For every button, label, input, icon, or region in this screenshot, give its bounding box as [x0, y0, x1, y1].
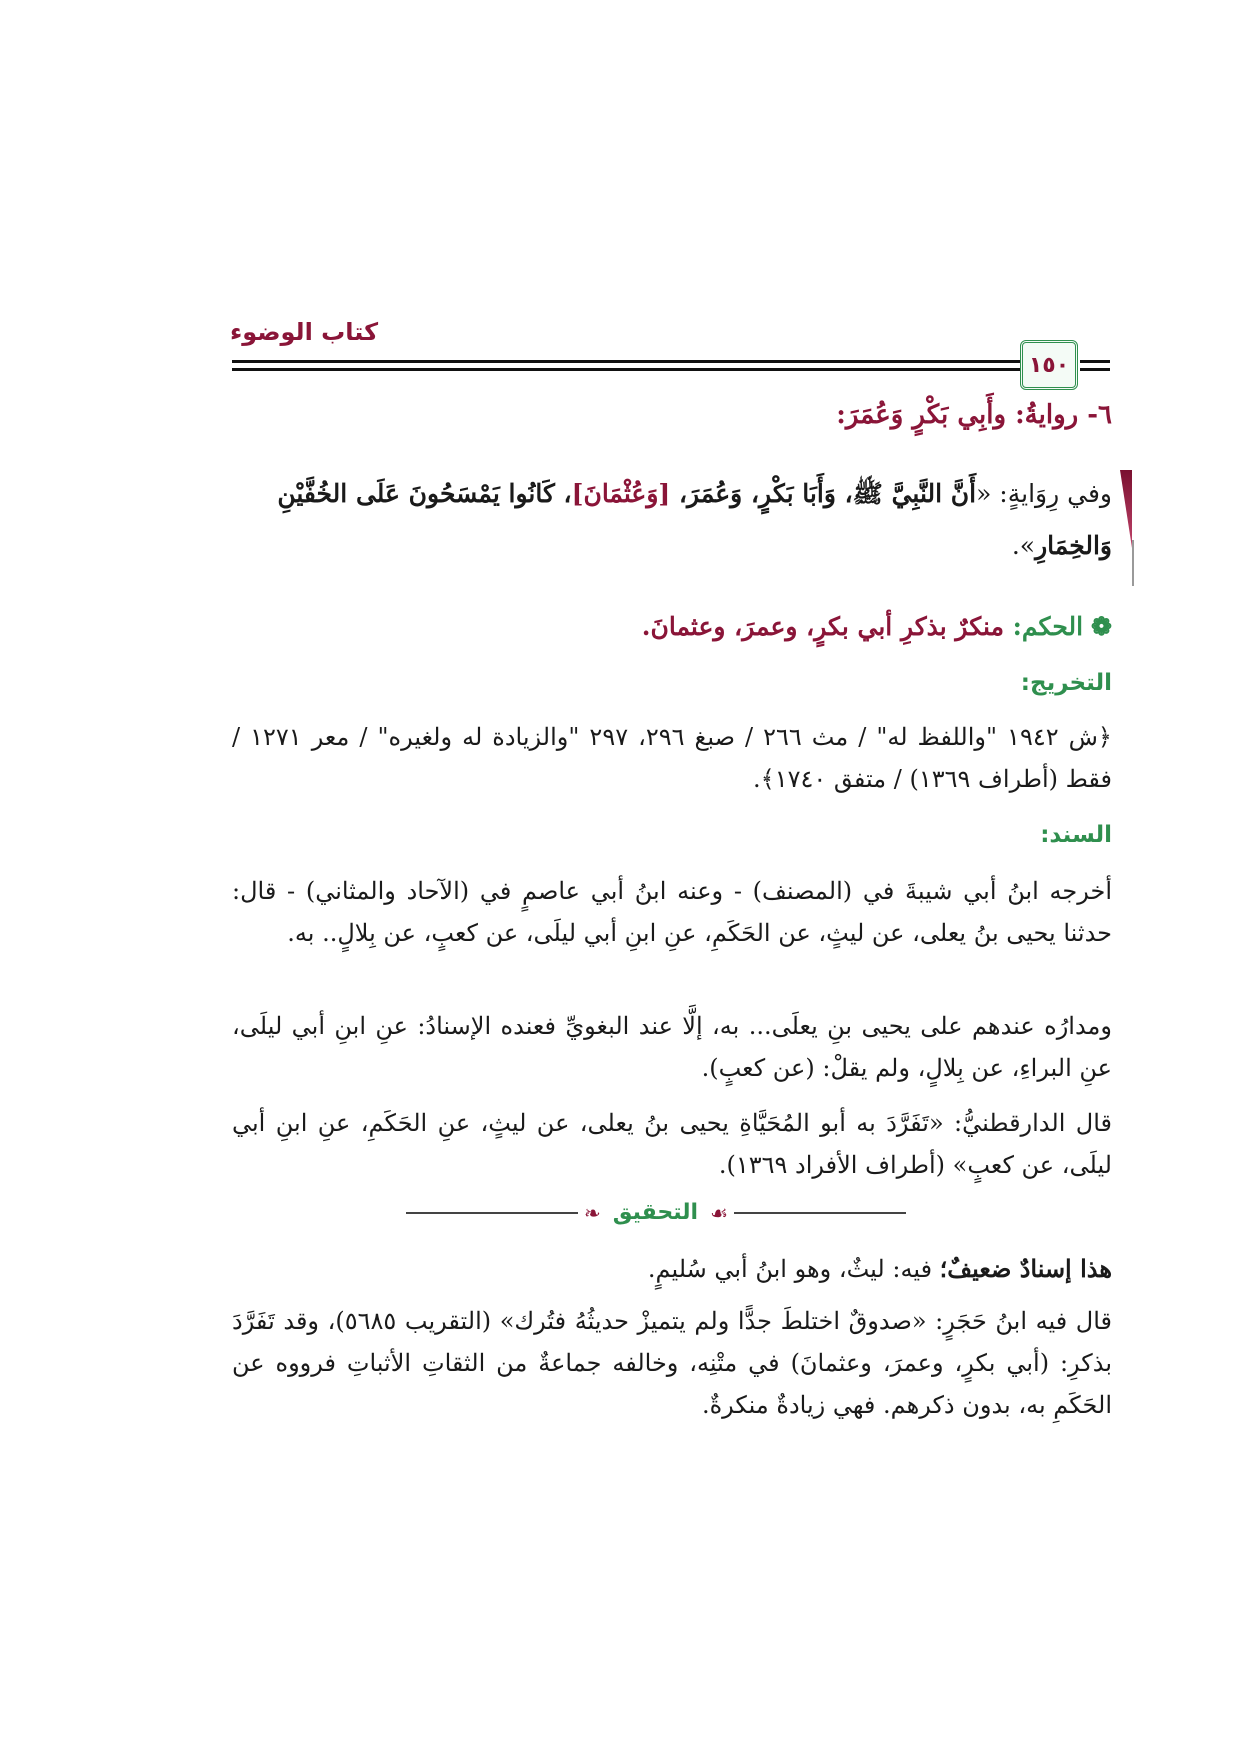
ruling — [642, 612, 1112, 641]
tahqiq-paragraph — [232, 1248, 1112, 1290]
flower-icon: ❁ — [1091, 612, 1112, 641]
page-number: ١٥٠ — [1020, 340, 1078, 390]
tahqiq-paragraph: قال فيه ابنُ حَجَرٍ: «صدوقٌ اختلطَ جدًّا ولم يتميزْ حديثُهُ فتُرك» (التقريب ٥٦٨٥)، وقد تَفَرَّدَ بذكرِ: (أبي بكرٍ، وعمرَ، وعثمانَ) في متْنِه، وخالفه جماعةٌ من الثقاتِ الأثباتِ فرووه عن الحَكَمِ به، بدون ذكرهم. فهي زيادةٌ منكرةٌ. — [232, 1307, 1113, 1419]
ruling-label: الحكم: — [1012, 612, 1084, 641]
divider-line — [734, 1212, 906, 1214]
takhrij-heading: التخريج: — [1020, 670, 1112, 696]
sanad-paragraph: أخرجه ابنُ أبي شيبةَ في (المصنف) - وعنه ابنُ أبي عاصمٍ في (الآحاد والمثاني) - قال: حدثنا يحيى بنُ يعلى، عن ليثٍ، عن الحَكَمِ، عنِ ابنِ أبي ليلَى، عن كعبٍ، عن بِلالٍ.. به. — [232, 877, 1112, 947]
header-rule — [1080, 368, 1110, 371]
book-title: كتاب الوضوء — [230, 318, 379, 346]
section-title: ٦- روايةُ: وأَبِي بَكْرٍ وَعُمَرَ: — [836, 400, 1112, 430]
sanad-heading: السند: — [1040, 822, 1112, 848]
ornament-icon: ☙ — [710, 1200, 728, 1225]
quote-side-line — [1132, 540, 1134, 586]
ruling-text: منكرٌ بذكرِ أبي بكرٍ، وعمرَ، وعثمانَ. — [641, 612, 1013, 641]
takhrij-text: ﴿ش ١٩٤٢ "واللفظ له" / مث ٢٦٦ / صبغ ٢٩٦، ٢٩٧ "والزيادة له ولغيره" / معر ١٢٧١ / فقط (أطراف ١٣٦٩) / متفق ١٧٤٠﴾. — [232, 723, 1112, 793]
ornament-icon: ❧ — [584, 1200, 601, 1225]
header-rule — [232, 360, 1020, 363]
tahqiq-reason: فيه: ليثٌ، وهو ابنُ أبي سُليمٍ. — [647, 1255, 940, 1283]
header-rule — [232, 368, 1020, 371]
sanad-paragraph: ومدارُه عندهم على يحيى بنِ يعلَى... به، إلَّا عند البغويِّ فعنده الإسنادُ: عنِ ابنِ أبي ليلَى، عنِ البراءِ، عن بِلالٍ، ولم يقلْ: (عن كعبٍ). — [232, 1012, 1112, 1082]
narration-intro: وفي رِوَايةٍ: « — [976, 479, 1112, 508]
narration-bracket: [وَعُثْمَانَ] — [571, 479, 671, 508]
sanad-paragraph: قال الدارقطنيُّ: «تَفَرَّدَ به أبو المُحَيَّاةِ يحيى بنُ يعلى، عن ليثٍ، عنِ الحَكَمِ، عنِ ابنِ أبي ليلَى، عن كعبٍ» (أطراف الأفراد ١٣٦٩). — [232, 1109, 1112, 1179]
tahqiq-heading: التحقيق — [612, 1200, 699, 1225]
tahqiq-divider — [406, 1200, 906, 1225]
header-rule — [1080, 360, 1110, 363]
narration-body-2: ، كَانُوا يَمْسَحُونَ عَلَى الخُفَّيْنِ وَالخِمَارِ — [277, 479, 1112, 560]
narration-outro: ». — [1011, 531, 1036, 560]
narration-body: أَنَّ النَّبِيَّ ﷺ، وَأَبَا بَكْرٍ، وَعُمَرَ، — [670, 479, 977, 508]
narration-text — [232, 468, 1112, 572]
quote-marker-icon — [1120, 470, 1132, 548]
tahqiq-verdict: هذا إسنادٌ ضعيفٌ؛ — [939, 1254, 1112, 1283]
divider-line — [406, 1212, 578, 1214]
